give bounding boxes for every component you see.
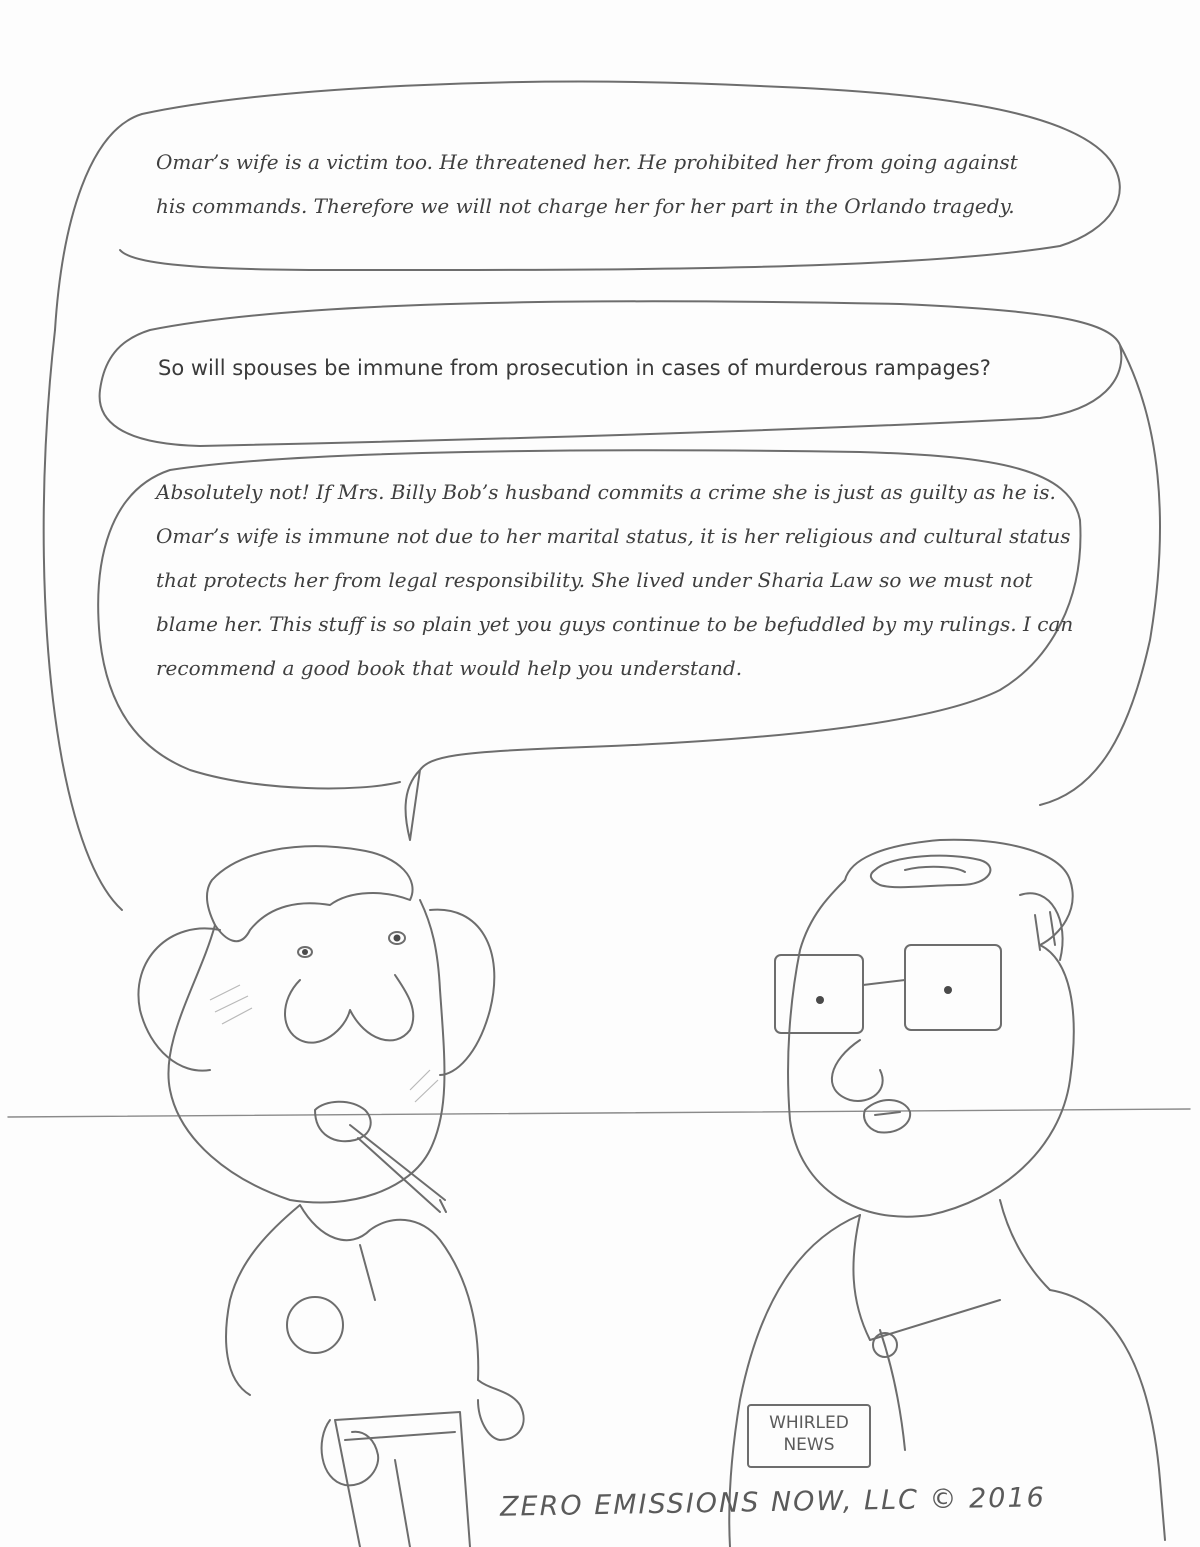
right-character-nose: [832, 1040, 883, 1101]
right-character-hair: [871, 856, 991, 888]
left-character-face: [168, 900, 444, 1203]
right-character-glasses-left: [775, 955, 863, 1033]
left-character-hair: [207, 846, 412, 941]
left-character-arm: [478, 1380, 524, 1440]
right-character-mouth: [864, 1100, 910, 1132]
left-character-shirt: [226, 1205, 478, 1395]
left-character-pin: [287, 1297, 343, 1353]
speech-bubble-1-text: Omar’s wife is a victim too. He threatened her. He prohibited her from going against his commands. Therefore we will not charge her for her part in the Orlando tragedy.: [156, 150, 1018, 218]
speech-bubble-tail-left: [44, 330, 122, 910]
left-character-hand: [322, 1420, 379, 1485]
speech-bubble-2-text: So will spouses be immune from prosecution in cases of murderous rampages?: [158, 356, 991, 380]
right-character-glasses-right: [905, 945, 1001, 1030]
left-character-figure: [138, 846, 523, 1547]
speech-bubble-3-text: Absolutely not! If Mrs. Billy Bob’s husband commits a crime she is just as guilty as he is. Omar’s wife is immune not due to her marital status, it is her religious and cultural status that protects her from legal responsibility. She lived under Sharia Law so we must not blame her. This stuff is so plain yet you guys continue to be befuddled by my rulings. I can recommend a good book that would help you understand.: [156, 480, 1074, 680]
badge-label: WHIRLED NEWS: [769, 1413, 849, 1455]
left-character-cigarette: [350, 1125, 446, 1212]
right-character-head: [788, 840, 1074, 1217]
right-character-collar: [853, 1200, 1050, 1450]
signature-copyright: ZERO EMISSIONS NOW, LLC © 2016: [499, 1482, 1047, 1523]
left-character-nose: [285, 975, 413, 1043]
right-character-ear: [1020, 893, 1063, 960]
floor-line: [8, 1109, 1190, 1117]
